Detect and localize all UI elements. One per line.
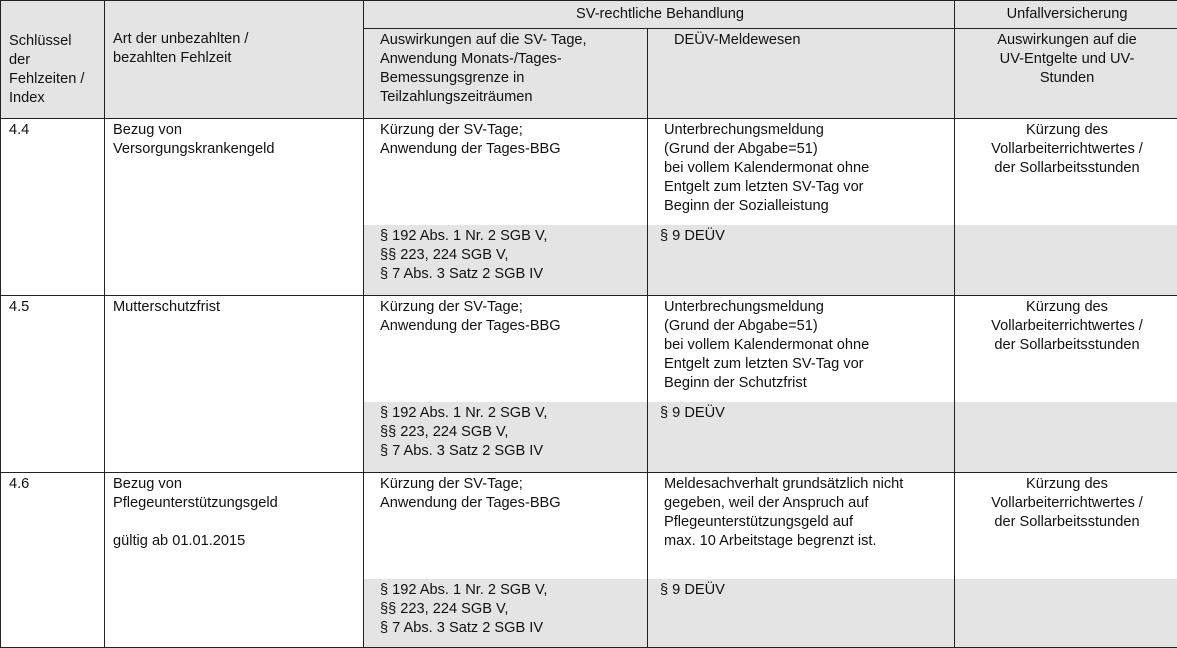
row-sv-tage: Kürzung der SV-Tage; Anwendung der Tages-BBG (364, 119, 648, 225)
row-deuv: Meldesachverhalt grundsätzlich nicht gegeben, weil der Anspruch auf Pflegeunterstützungsgeld auf max. 10 Arbeitstage begrenzt ist. (648, 473, 955, 579)
row-sv-tage: Kürzung der SV-Tage; Anwendung der Tages-BBG (364, 296, 648, 402)
header-art: Art der unbezahlten / bezahlten Fehlzeit (105, 1, 364, 119)
row-ref-sv: § 192 Abs. 1 Nr. 2 SGB V, §§ 223, 224 SGB V, § 7 Abs. 3 Satz 2 SGB IV (364, 225, 648, 296)
row-ref-uv-empty (955, 579, 1177, 648)
row-key: 4.4 (1, 119, 105, 296)
row-ref-deuv: § 9 DEÜV (648, 402, 955, 473)
table-row (1, 296, 1177, 402)
row-key: 4.6 (1, 473, 105, 648)
row-art: Mutterschutzfrist (105, 296, 364, 473)
header-uv: Auswirkungen auf die UV-Entgelte und UV- Stunden (955, 29, 1177, 119)
row-ref-uv-empty (955, 225, 1177, 296)
row-art: Bezug von Versorgungskrankengeld (105, 119, 364, 296)
row-key: 4.5 (1, 296, 105, 473)
row-ref-sv: § 192 Abs. 1 Nr. 2 SGB V, §§ 223, 224 SGB V, § 7 Abs. 3 Satz 2 SGB IV (364, 579, 648, 648)
row-uv: Kürzung des Vollarbeiterrichtwertes / der Sollarbeitsstunden (955, 119, 1177, 225)
header-group-uv: Unfallversicherung (955, 1, 1177, 29)
header-deuv: DEÜV-Meldewesen (648, 29, 955, 119)
row-ref-deuv: § 9 DEÜV (648, 225, 955, 296)
row-uv: Kürzung des Vollarbeiterrichtwertes / der Sollarbeitsstunden (955, 296, 1177, 402)
header-group-sv: SV-rechtliche Behandlung (364, 1, 955, 29)
row-deuv: Unterbrechungsmeldung (Grund der Abgabe=51) bei vollem Kalendermonat ohne Entgelt zum letzten SV-Tag vor Beginn der Sozialleistung (648, 119, 955, 225)
row-ref-deuv: § 9 DEÜV (648, 579, 955, 648)
table-row (1, 119, 1177, 225)
header-sv-tage: Auswirkungen auf die SV- Tage, Anwendung Monats-/Tages- Bemessungsgrenze in Teilzahlungszeiträumen (364, 29, 648, 119)
row-ref-sv: § 192 Abs. 1 Nr. 2 SGB V, §§ 223, 224 SGB V, § 7 Abs. 3 Satz 2 SGB IV (364, 402, 648, 473)
row-art: Bezug von Pflegeunterstützungsgeld gültig ab 01.01.2015 (105, 473, 364, 648)
row-sv-tage: Kürzung der SV-Tage; Anwendung der Tages-BBG (364, 473, 648, 579)
row-uv: Kürzung des Vollarbeiterrichtwertes / der Sollarbeitsstunden (955, 473, 1177, 579)
header-key: Schlüssel der Fehlzeiten / Index (1, 1, 105, 119)
row-ref-uv-empty (955, 402, 1177, 473)
row-deuv: Unterbrechungsmeldung (Grund der Abgabe=51) bei vollem Kalendermonat ohne Entgelt zum letzten SV-Tag vor Beginn der Schutzfrist (648, 296, 955, 402)
table-row (1, 473, 1177, 579)
header-row-groups (1, 1, 1177, 29)
